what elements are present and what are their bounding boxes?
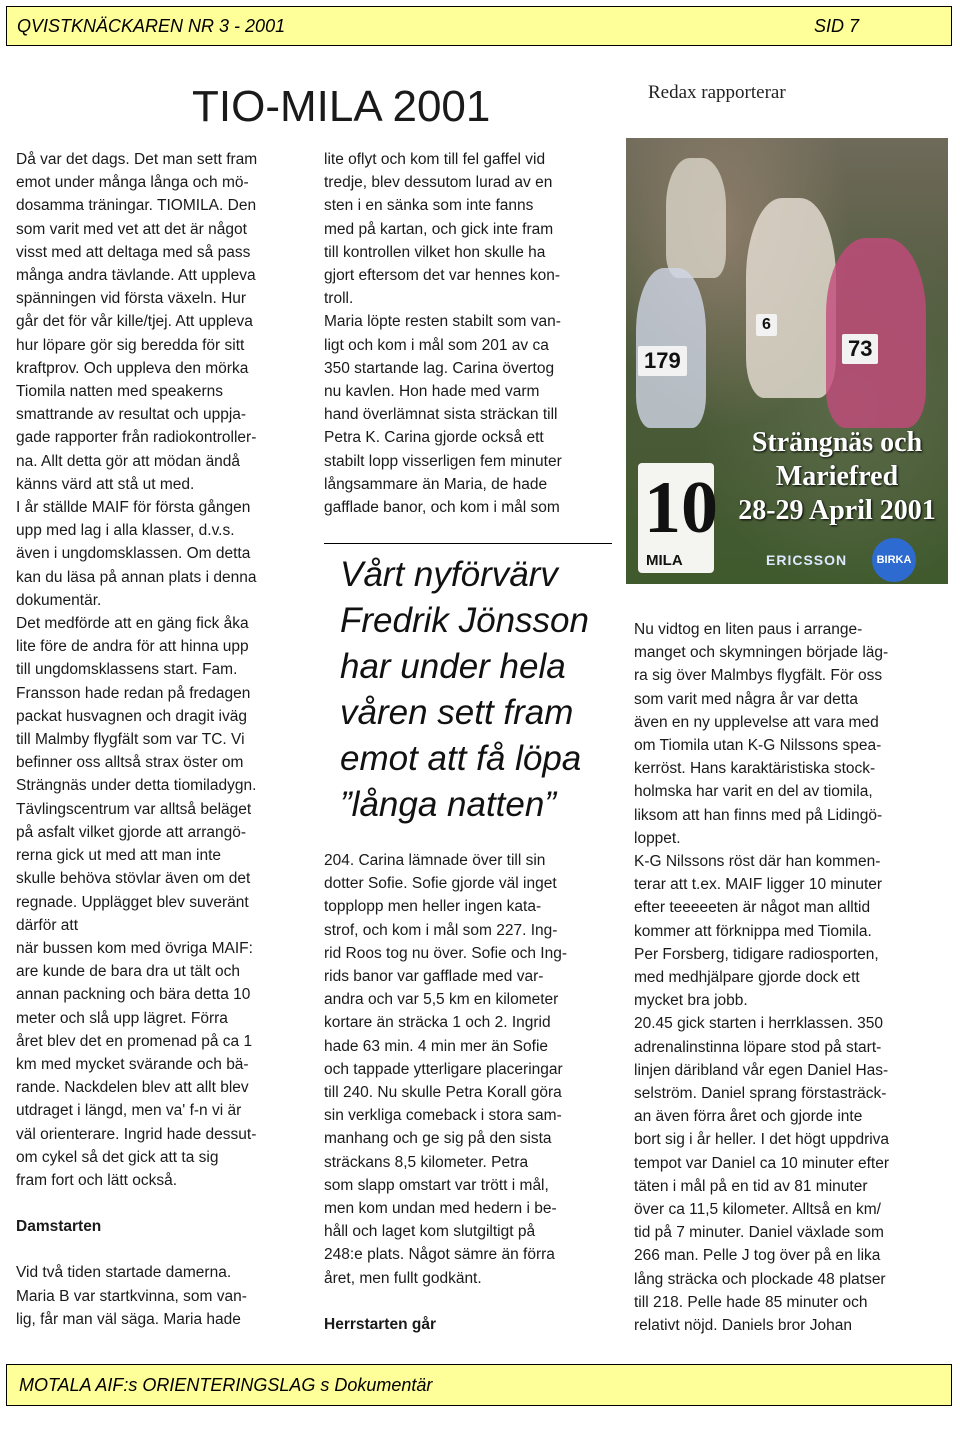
- text-line: hur löpare gör sig beredda för sitt: [16, 336, 245, 354]
- text-line: tredje, blev dessutom lurad av en: [324, 174, 553, 192]
- text-line: även i ungdomsklassen. Om detta: [16, 545, 251, 563]
- byline: Redax rapporterar: [648, 82, 786, 103]
- runner-shape: [666, 158, 726, 278]
- text-line: 350 startande lag. Carina övertog: [324, 359, 555, 377]
- text-line: regnade. Upplägget blev suveränt: [16, 893, 249, 911]
- text-line: rande. Nackdelen blev att allt blev: [16, 1079, 249, 1097]
- text-line: fram fort och lätt också.: [16, 1171, 178, 1189]
- page-header: [6, 6, 952, 46]
- text-line: linjen däribland vår egen Daniel Has-: [634, 1061, 889, 1079]
- column-3: [634, 618, 949, 1337]
- text-line: skulle behöva stövlar även om det: [16, 870, 251, 888]
- text-line: året, men fullt godkänt.: [324, 1269, 482, 1287]
- text-line: men kom undan med hedern i be-: [324, 1200, 557, 1218]
- text-line: Nu vidtog en liten paus i arrange-: [634, 621, 863, 638]
- text-line: smattrande av resultat och uppja-: [16, 406, 247, 424]
- logo-number: 10: [644, 467, 718, 549]
- text-line: kortare än sträcka 1 och 2. Ingrid: [324, 1014, 551, 1032]
- text-line: hade 63 min. 4 min mer än Sofie: [324, 1037, 549, 1055]
- column-1-text: [16, 148, 316, 1192]
- text-line: befinner oss alltså strax öster om: [16, 754, 244, 772]
- text-line: kerröst. Hans karaktäristiska stock-: [634, 760, 876, 778]
- runner-shape: [826, 238, 926, 428]
- text-line: gjort eftersom det var hennes kon-: [324, 267, 561, 285]
- text-line: som slapp omstart var trött i mål,: [324, 1176, 549, 1194]
- sponsor-logo-birka: BIRKA: [872, 538, 916, 582]
- text-line: kan du läsa på annan plats i denna: [16, 568, 257, 586]
- text-line: I år ställde MAIF för första gången: [16, 499, 251, 517]
- text-line: andra och var 5,5 km en kilometer: [324, 991, 559, 1009]
- text-line: dosamma träningar. TIOMILA. Den: [16, 197, 257, 215]
- text-line: mycket bra jobb.: [634, 992, 748, 1010]
- poster-caption-line: Strängnäs och: [751, 427, 923, 458]
- race-bib: 179: [638, 346, 687, 376]
- logo-text: MILA: [646, 552, 683, 569]
- text-line: om cykel så det gick att ta sig: [16, 1148, 219, 1166]
- text-line: väl orienterare. Ingrid hade dessut-: [16, 1125, 257, 1143]
- text-line: Fransson hade redan på fredagen: [16, 684, 251, 702]
- text-line: Maria löpte resten stabilt som van-: [324, 313, 561, 331]
- text-line: har under hela: [340, 647, 566, 686]
- text-line: om Tiomila utan K-G Nilssons spea-: [634, 737, 882, 755]
- text-line: Tävlingscentrum var alltså beläget: [16, 800, 252, 818]
- text-line: liksom att han finns med på Lidingö-: [634, 806, 883, 824]
- text-line: ra sig över Malmbys flygfält. För oss: [634, 667, 883, 685]
- text-line: meter och slå upp lägret. Förra: [16, 1009, 228, 1027]
- text-line: Strängnäs under detta tiomiladygn.: [16, 777, 257, 795]
- text-line: hand överlämnat sista sträckan till: [324, 406, 558, 424]
- section-heading-herrstarten: Herrstarten går: [324, 1315, 436, 1333]
- text-line: gafflade banor, och kom i mål som: [324, 499, 560, 517]
- text-line: ligt och kom i mål som 201 av ca: [324, 336, 549, 354]
- text-line: till 240. Nu skulle Petra Korall göra: [324, 1084, 562, 1102]
- text-line: packat husvagnen och dragit iväg: [16, 707, 247, 725]
- text-line: täten i mål på en tid av 81 minuter: [634, 1177, 868, 1195]
- text-line: kommer att förknippa med Tiomila.: [634, 922, 872, 940]
- text-line: även en ny upplevelse att vara med: [634, 713, 879, 731]
- column-2-bottom-text: [324, 849, 620, 1290]
- text-line: upp med lag i alla klasser, d.v.s.: [16, 522, 235, 540]
- text-line: nu kavlen. Hon hade med varm: [324, 383, 540, 401]
- text-line: rids banor var gafflade med var-: [324, 968, 544, 986]
- quote-divider: [324, 543, 612, 544]
- text-line: relativt nöjd. Daniels bror Johan: [634, 1317, 852, 1335]
- text-line: troll.: [324, 290, 354, 308]
- text-line: våren sett fram: [340, 693, 574, 732]
- text-line: loppet.: [634, 829, 681, 847]
- text-line: Tiomila natten med speakerns: [16, 383, 224, 401]
- text-line: emot att få löpa: [340, 739, 582, 778]
- text-line: långsammare än Maria, de hade: [324, 475, 548, 493]
- text-line: och tappade ytterligare placeringar: [324, 1060, 563, 1078]
- column-1-text-continued: [16, 1261, 316, 1331]
- text-line: K-G Nilssons röst där han kommen-: [634, 853, 881, 871]
- text-line: ”långa natten”: [340, 785, 556, 824]
- text-line: annan packning och bära detta 10: [16, 986, 251, 1004]
- text-line: med medhjälpare gjorde dock ett: [634, 969, 860, 987]
- text-line: lite före de andra för att hinna upp: [16, 638, 249, 656]
- text-line: are kunde de bara dra ut tält och: [16, 963, 241, 981]
- text-line: 20.45 gick starten i herrklassen. 350: [634, 1015, 883, 1033]
- text-line: visst med att deltaga med så pass: [16, 243, 251, 261]
- text-line: håll och laget kom slutgiltigt på: [324, 1223, 536, 1241]
- poster-caption-line: 28-29 April 2001: [738, 495, 936, 526]
- column-2-top-text: [324, 148, 620, 519]
- text-line: året blev det en promenad på ca 1: [16, 1032, 253, 1050]
- tiomila-poster-photo: [626, 138, 948, 584]
- text-line: an även förra året och gjorde inte: [634, 1108, 863, 1126]
- text-line: Vid två tiden startade damerna.: [16, 1264, 232, 1282]
- text-line: efter teeeeeten är något man alltid: [634, 899, 871, 917]
- section-heading-damstarten: Damstarten: [16, 1218, 102, 1236]
- text-line: lig, får man väl säga. Maria hade: [16, 1310, 241, 1328]
- text-line: Per Forsberg, tidigare radiosporten,: [634, 945, 879, 963]
- race-bib: 6: [756, 314, 777, 336]
- text-line: känns värd att stå ut med.: [16, 475, 195, 493]
- column-1: [16, 148, 316, 1331]
- text-line: emot under många långa och mö-: [16, 174, 249, 192]
- text-line: som varit med vet att det är något: [16, 220, 247, 238]
- text-line: tempot var Daniel ca 10 minuter efter: [634, 1154, 890, 1172]
- footer-text: MOTALA AIF:s ORIENTERINGSLAG s Dokumentär: [19, 1375, 433, 1395]
- text-line: Det medförde att en gäng fick åka: [16, 615, 249, 633]
- text-line: till 218. Pelle hade 85 minuter och: [634, 1293, 868, 1311]
- text-line: stabilt lopp visserligen fem minuter: [324, 452, 562, 470]
- text-line: selström. Daniel sprang förstasträck-: [634, 1085, 887, 1103]
- text-line: sten i en sänka som inte fanns: [324, 197, 534, 215]
- page-number: SID 7: [813, 16, 859, 36]
- text-line: strof, och kom i mål som 227. Ing-: [324, 921, 558, 939]
- text-line: när bussen kom med övriga MAIF:: [16, 939, 253, 957]
- sponsor-logo-ericsson: ERICSSON: [766, 552, 848, 568]
- column-2-bottom: [324, 849, 620, 1336]
- text-line: manhang och ge sig på den sista: [324, 1130, 552, 1148]
- page-footer: [6, 1364, 952, 1406]
- text-line: holmska har varit en del av tiomila,: [634, 783, 873, 801]
- poster-caption-line: Mariefred: [775, 461, 899, 492]
- text-line: Petra K. Carina gjorde också ett: [324, 429, 544, 447]
- pull-quote: [340, 552, 620, 828]
- text-line: går det för vår kille/tjej. Att uppleva: [16, 313, 253, 331]
- text-line: Fredrik Jönsson: [340, 601, 589, 640]
- text-line: adrenalinstinna löpare stod på start-: [634, 1038, 882, 1056]
- text-line: dotter Sofie. Sofie gjorde väl inget: [324, 875, 557, 893]
- text-line: som varit med några år var detta: [634, 690, 858, 708]
- race-bib: 73: [842, 334, 878, 364]
- text-line: tid på 7 minuter. Daniel växlade som: [634, 1224, 884, 1242]
- text-line: på asfalt vilket gjorde att arrangö-: [16, 823, 247, 841]
- text-line: topplopp men heller ingen kata-: [324, 898, 542, 916]
- poster-caption: [732, 426, 942, 528]
- text-line: lite oflyt och kom till fel gaffel vid: [324, 151, 546, 168]
- text-line: na. Allt detta gör att mödan ändå: [16, 452, 241, 470]
- article-title: TIO-MILA 2001: [192, 82, 491, 131]
- text-line: kraftprov. Och uppleva den mörka: [16, 359, 249, 377]
- text-line: till ungdomsklassens start. Fam.: [16, 661, 238, 679]
- column-3-text: [634, 618, 949, 1337]
- text-line: många andra tävlande. Att uppleva: [16, 267, 256, 285]
- text-line: terar att t.ex. MAIF ligger 10 minuter: [634, 876, 883, 894]
- text-line: utdraget i längd, men va' f-n vi är: [16, 1102, 242, 1120]
- text-line: över ca 11,5 kilometer. Alltså en km/: [634, 1201, 881, 1219]
- pull-quote-text: [340, 552, 620, 828]
- text-line: sträckans 8,5 kilometer. Petra: [324, 1153, 529, 1171]
- text-line: km med mycket svärande och bä-: [16, 1055, 249, 1073]
- text-line: rerna gick ut med att man inte: [16, 847, 222, 865]
- text-line: manget och skymningen började läg-: [634, 644, 889, 662]
- text-line: lång sträcka och plockade 48 platser: [634, 1270, 886, 1288]
- text-line: 204. Carina lämnade över till sin: [324, 852, 546, 869]
- column-2-top: [324, 148, 620, 519]
- text-line: gade rapporter från radiokontroller-: [16, 429, 257, 447]
- text-line: därför att: [16, 916, 79, 934]
- text-line: 248:e plats. Något sämre än förra: [324, 1246, 555, 1264]
- text-line: med på kartan, och gick inte fram: [324, 220, 554, 238]
- tiomila-logo: [638, 463, 718, 573]
- text-line: Vårt nyförvärv: [340, 555, 558, 594]
- text-line: bort sig i år heller. I det högt uppdriva: [634, 1131, 890, 1149]
- text-line: Maria B var startkvinna, som van-: [16, 1287, 247, 1305]
- text-line: dokumentär.: [16, 591, 102, 609]
- text-line: 266 man. Pelle J tog över på en lika: [634, 1247, 881, 1265]
- text-line: till kontrollen vilket hon skulle ha: [324, 243, 546, 261]
- text-line: sin verkliga comeback i stora sam-: [324, 1107, 562, 1125]
- text-line: spänningen vid första växeln. Hur: [16, 290, 247, 308]
- text-line: till Malmby flygfält som var TC. Vi: [16, 731, 245, 749]
- text-line: rid Roos tog nu över. Sofie och Ing-: [324, 944, 567, 962]
- publication-title: QVISTKNÄCKAREN NR 3 - 2001: [17, 16, 286, 36]
- text-line: Då var det dags. Det man sett fram: [16, 151, 258, 168]
- runner-shape: [746, 198, 836, 398]
